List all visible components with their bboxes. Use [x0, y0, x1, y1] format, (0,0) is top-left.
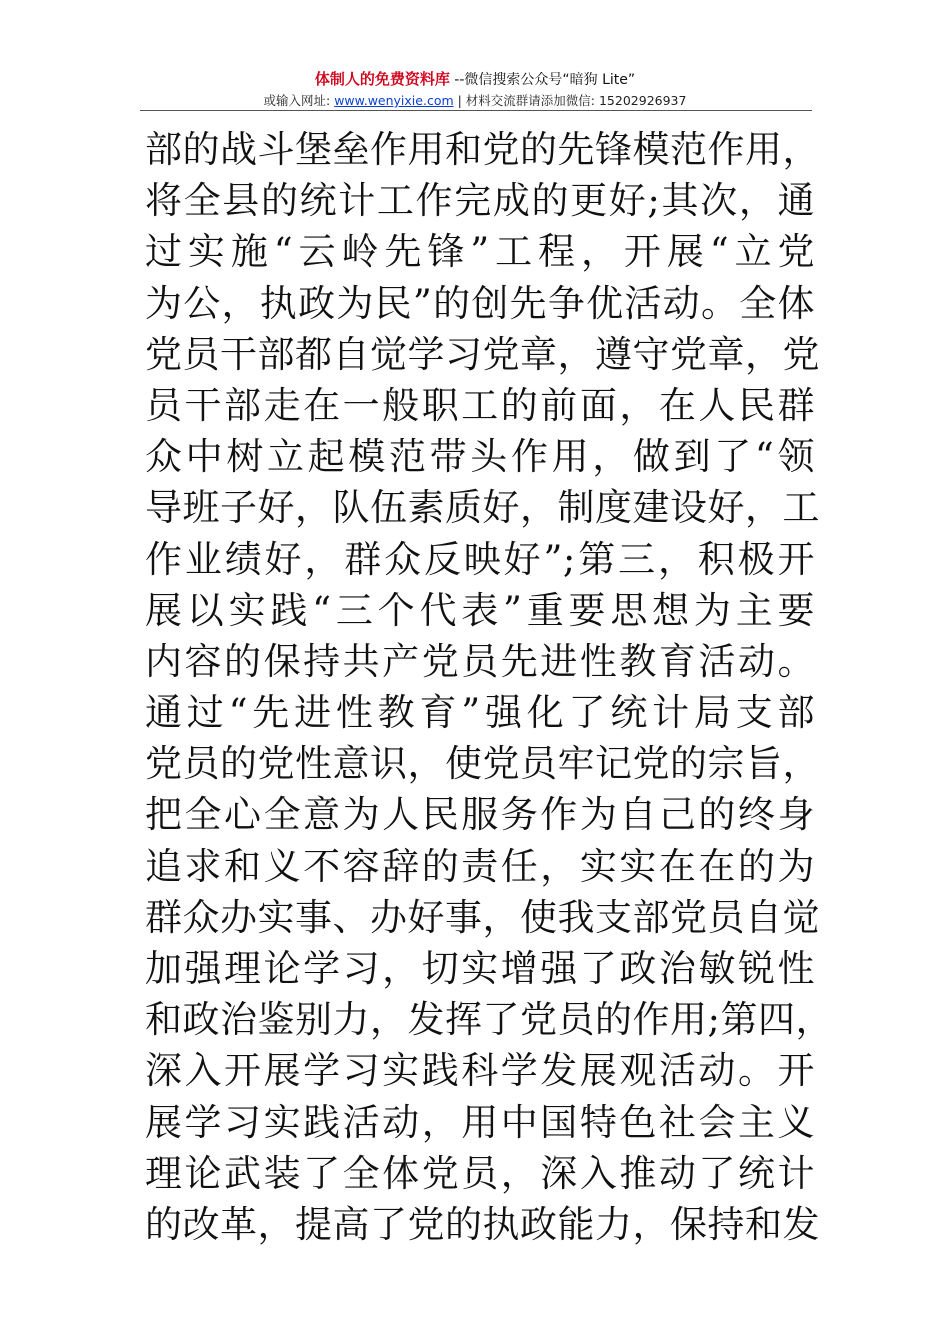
body-line: 的改革，提高了党的执政能力，保持和发: [145, 1202, 820, 1246]
body-line: 通过“先进性教育”强化了统计局支部: [145, 691, 815, 735]
body-line: 内容的保持共产党员先进性教育活动。: [145, 639, 815, 683]
body-line: 员干部走在一般职工的前面，在人民群: [145, 383, 815, 427]
body-line: 和政治鉴别力，发挥了党员的作用;第四，: [145, 998, 833, 1042]
body-line: 党员干部都自觉学习党章，遵守党章，党: [145, 332, 820, 376]
body-line: 理论武装了全体党员，深入推动了统计: [145, 1151, 815, 1195]
document-body: [145, 124, 833, 1250]
body-line: 加强理论学习，切实增强了政治敏锐性: [145, 947, 815, 990]
body-line: 展学习实践活动，用中国特色社会主义: [145, 1100, 815, 1144]
body-line: 深入开展学习实践科学发展观活动。开: [145, 1049, 815, 1093]
body-line: 部的战斗堡垒作用和党的先锋模范作用，: [145, 128, 820, 171]
contact-suffix: | 材料交流群请添加微信: 15202926937: [453, 93, 687, 108]
website-link[interactable]: www.wenyixie.com: [334, 93, 454, 108]
header-contact-line: [0, 91, 950, 109]
brand-tagline: --微信搜索公众号“暗狗 Lite”: [454, 72, 636, 88]
body-line: 为公，执政为民”的创先争优活动。全体: [145, 281, 815, 325]
body-line: 把全心全意为人民服务作为自己的终身: [145, 793, 815, 837]
body-line: 众中树立起模范带头作用，做到了“领: [145, 435, 815, 479]
body-line: 展以实践“三个代表”重要思想为主要: [145, 588, 815, 632]
body-line: 将全县的统计工作完成的更好;其次，通: [145, 179, 815, 223]
body-line: 党员的党性意识，使党员牢记党的宗旨，: [145, 742, 820, 786]
body-line: 群众办实事、办好事，使我支部党员自觉: [145, 895, 820, 939]
contact-prefix: 或输入网址:: [263, 93, 335, 108]
header-brand-line: [0, 68, 950, 89]
body-line: 追求和义不容辞的责任，实实在在的为: [145, 844, 815, 888]
brand-title: 体制人的免费资料库: [314, 70, 450, 88]
body-line: 导班子好，队伍素质好，制度建设好，工: [145, 486, 820, 530]
header-divider: [140, 110, 812, 111]
body-line: 过实施“云岭先锋”工程，开展“立党: [145, 230, 815, 274]
body-line: 作业绩好，群众反映好”;第三，积极开: [145, 537, 815, 581]
